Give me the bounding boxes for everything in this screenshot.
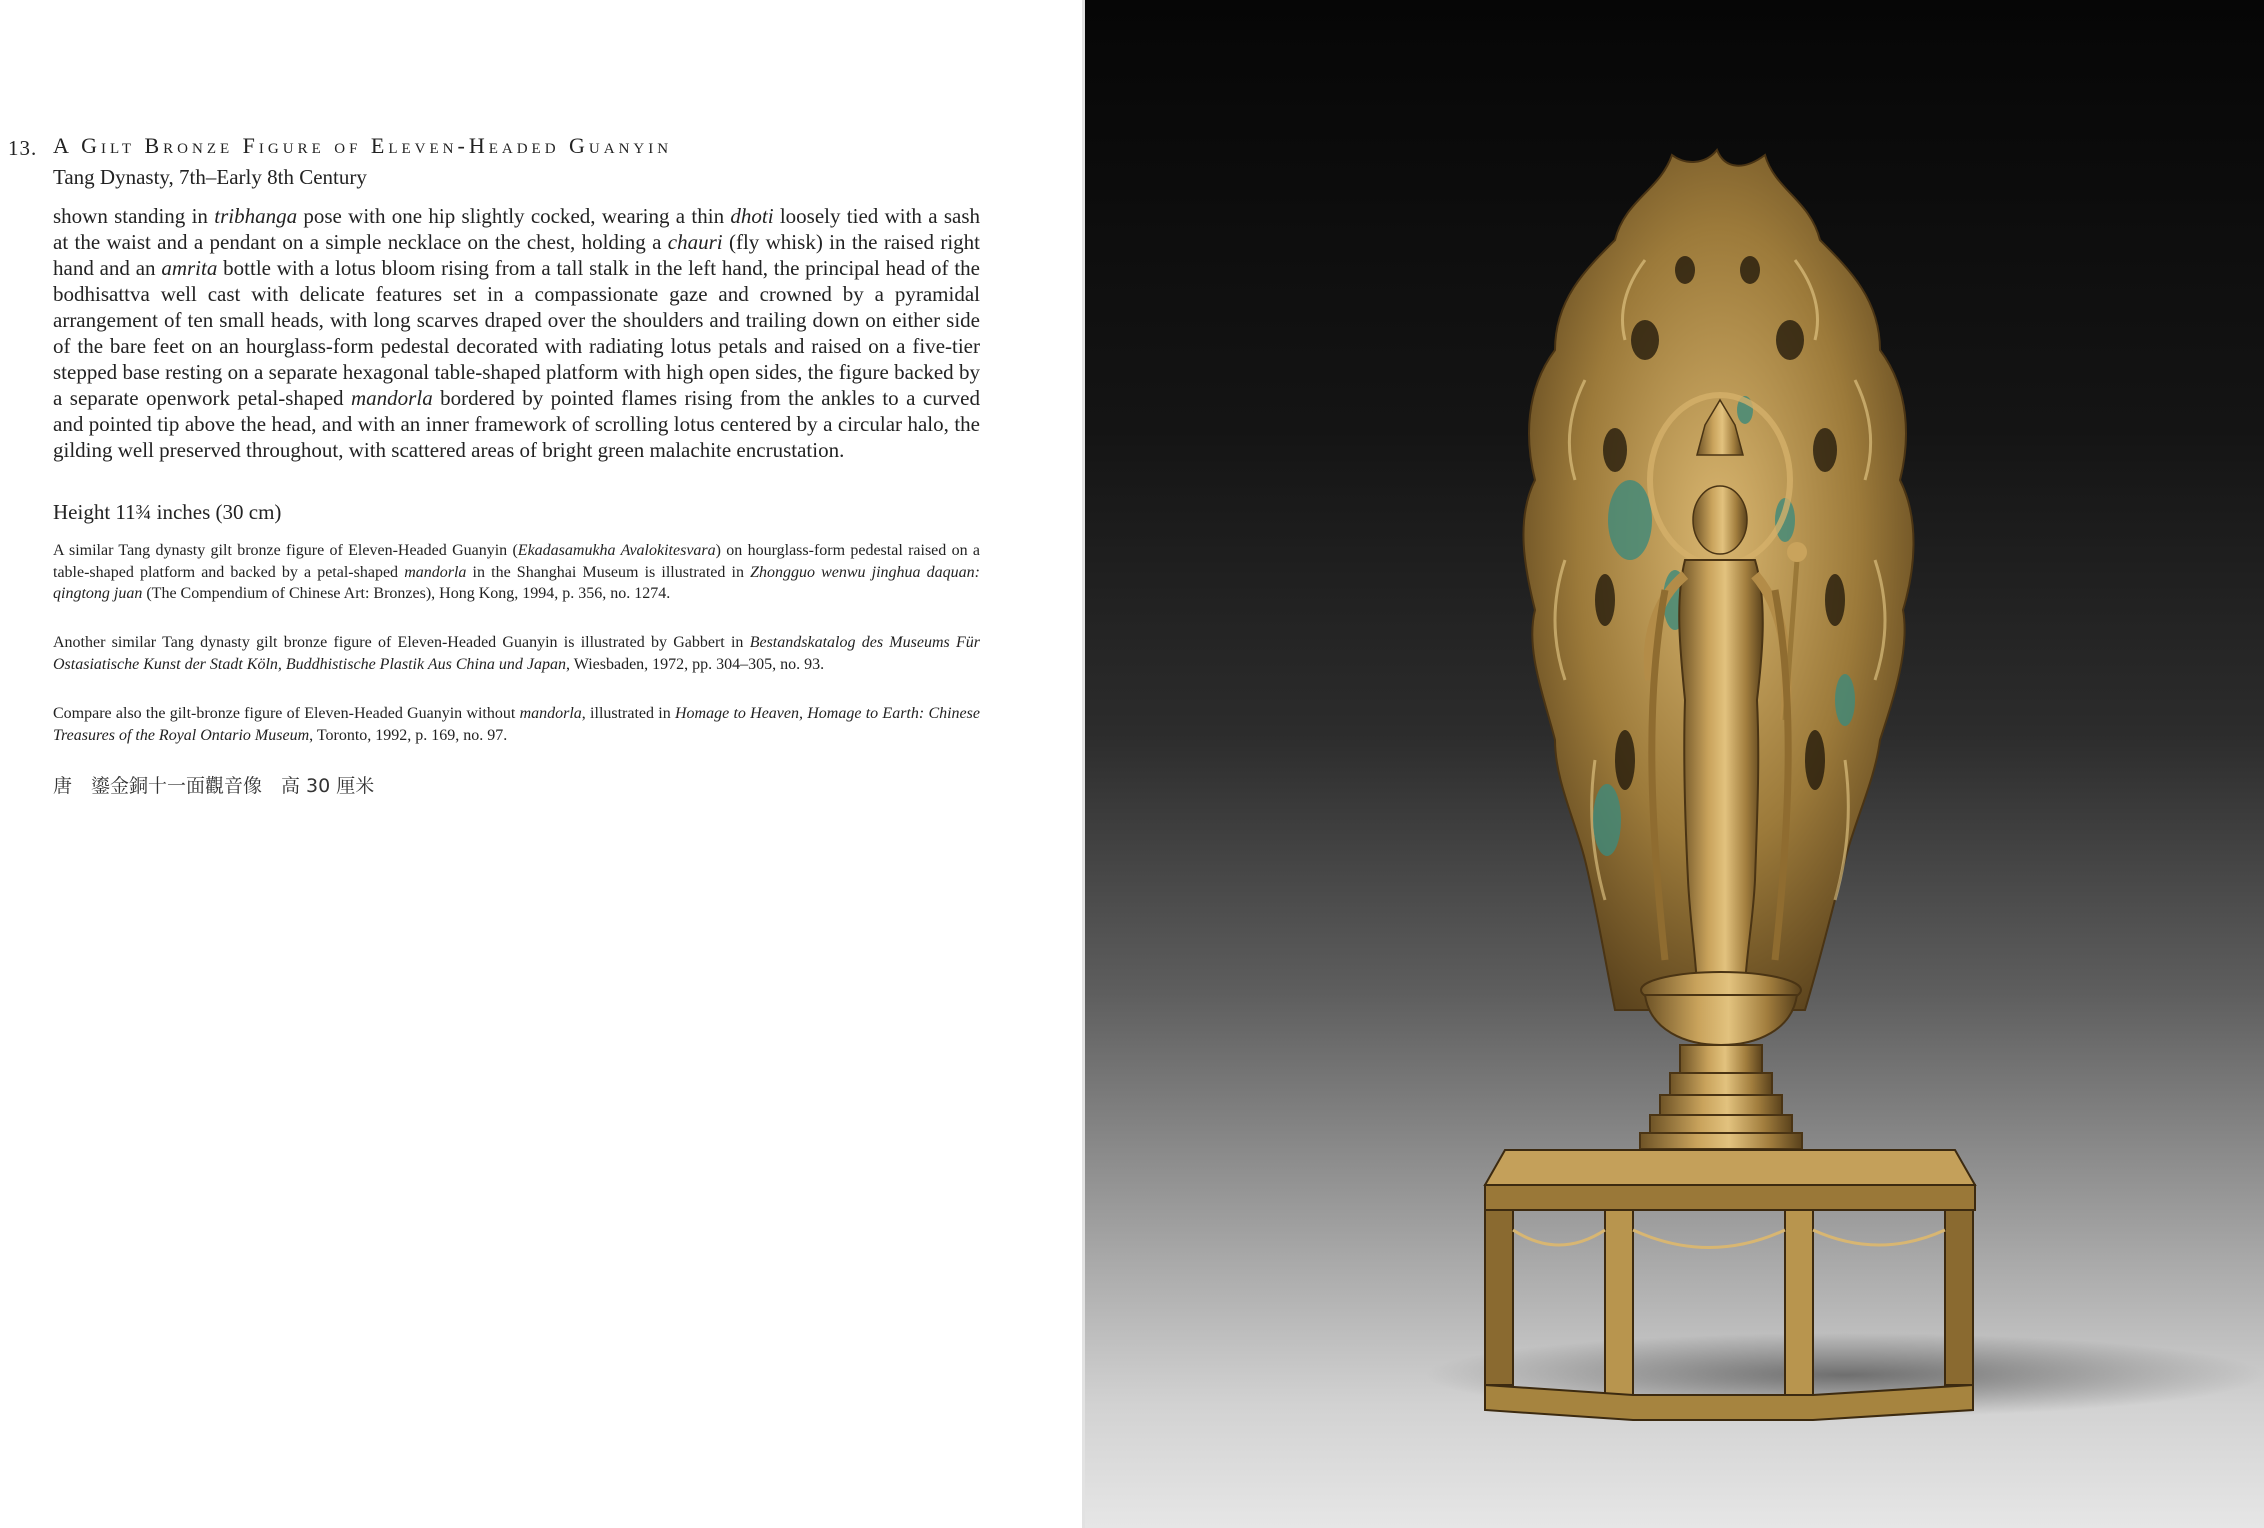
chinese-caption: 唐 鎏金銅十一面觀音像 高 30 厘米: [53, 775, 375, 797]
catalogue-text-page: [0, 0, 1083, 1528]
lot-dimensions: Height 11¾ inches (30 cm): [53, 500, 282, 524]
reference-note-cologne: Another similar Tang dynasty gilt bronze figure of Eleven-Headed Guanyin is illustrated by Gabbert in Bestandskatalog des Museums Für Ostasiatische Kunst der Stadt Köln, Buddhistische Plastik Aus China und Japan, Wiesbaden, 1972, pp. 304–305, no. 93.: [53, 634, 981, 673]
lot-photograph: [1085, 0, 2264, 1528]
lot-number: 13.: [8, 136, 38, 160]
lot-date: Tang Dynasty, 7th–Early 8th Century: [53, 165, 367, 189]
lot-title: A Gilt Bronze Figure of Eleven-Headed Guanyin: [53, 133, 673, 158]
reference-note-shanghai: A similar Tang dynasty gilt bronze figure of Eleven-Headed Guanyin (Ekadasamukha Avalokitesvara) on hourglass-form pedestal raised on a table-shaped platform and backed by a petal-shaped mandorla in the Shanghai Museum is illustrated in Zhongguo wenwu jinghua daquan: qingtong juan (The Compendium of Chinese Art: Bronzes), Hong Kong, 1994, p. 356, no. 1274.: [53, 542, 980, 602]
reference-note-rom: Compare also the gilt-bronze figure of Eleven-Headed Guanyin without mandorla, illustrated in Homage to Heaven, Homage to Earth: Chinese Treasures of the Royal Ontario Museum, Toronto, 1992, p. 169, no. 97.: [53, 705, 980, 744]
stepped-base: [1640, 1045, 1802, 1149]
lotus-pedestal: [1645, 995, 1797, 1045]
lot-description: shown standing in tribhanga pose with one hip slightly cocked, wearing a thin dhoti loosely tied with a sash at the waist and a pendant on a simple necklace on the chest, holding a chauri (fly whisk) in the raised right hand and an amrita bottle with a lotus bloom rising from a tall stalk in the left hand, the principal head of the bodhisattva well cast with delicate features set in a compassionate gaze and crowned by a pyramidal arrangement of ten small heads, with long scarves draped over the shoulders and trailing down on either side of the bare feet on an hourglass-form pedestal decorated with radiating lotus petals and raised on a five-tier stepped base resting on a separate hexagonal table-shaped platform with high open sides, the figure backed by a separate openwork petal-shaped mandorla bordered by pointed flames rising from the ankles to a curved and pointed tip above the head, and with an inner framework of scrolling lotus centered by a circular halo, the gilding well preserved throughout, with scattered areas of bright green malachite encrustation.: [53, 204, 981, 462]
guanyin-statue-image: [1085, 0, 2264, 1528]
